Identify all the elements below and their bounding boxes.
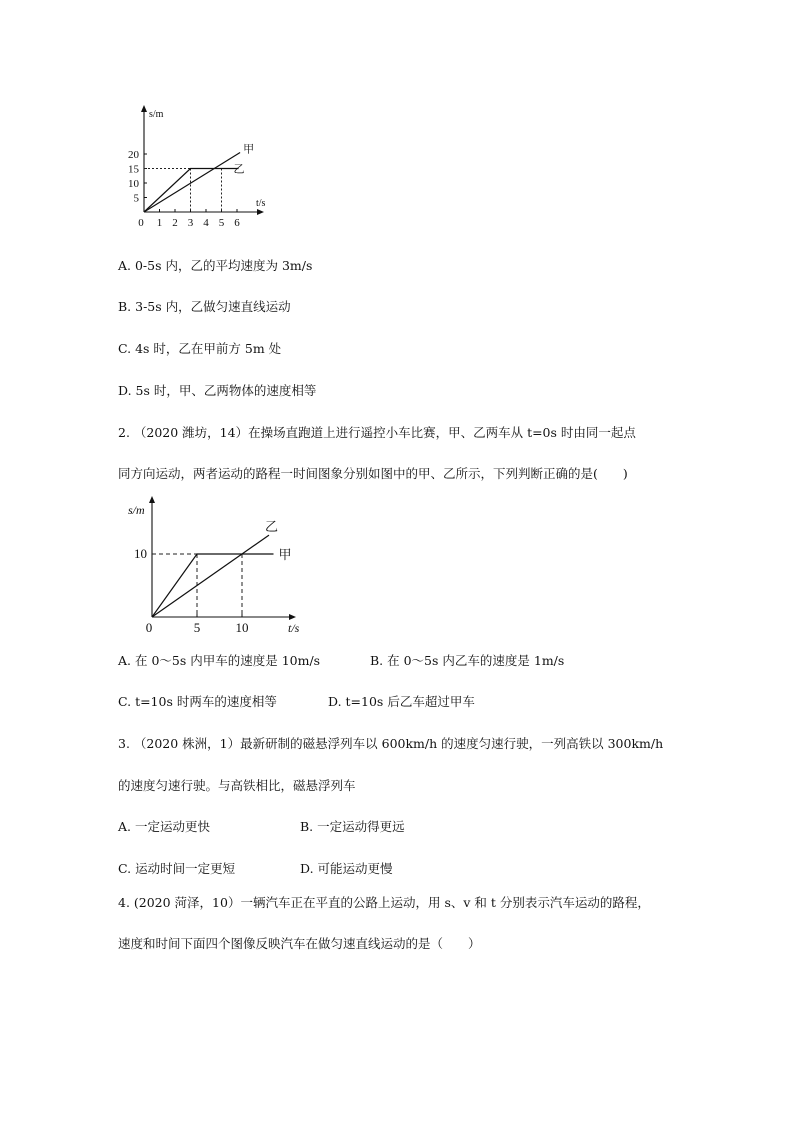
- chart1-x-tick-label: 2: [172, 217, 178, 228]
- q2-option-d[interactable]: D. t=10s 后乙车超过甲车: [328, 694, 475, 709]
- q1-option-b[interactable]: B. 3-5s 内，乙做匀速直线运动: [118, 299, 291, 314]
- chart2-x-axis-arrow: [289, 614, 296, 620]
- q2-option-b[interactable]: B. 在 0～5s 内乙车的速度是 1m/s: [370, 653, 565, 668]
- chart2-distance-time-graph: [118, 492, 303, 637]
- chart1-y-tick-label: 15: [128, 163, 139, 176]
- chart2-y-axis-label: s/m: [128, 503, 145, 517]
- chart2-x-tick-label: 5: [193, 620, 201, 635]
- chart2-series-label: 乙: [265, 519, 279, 535]
- chart1-x-axis-label: t/s: [256, 198, 266, 209]
- chart2-series-line: [152, 535, 269, 617]
- q1-option-a[interactable]: A. 0-5s 内，乙的平均速度为 3m/s: [118, 258, 313, 273]
- q2-option-a[interactable]: A. 在 0～5s 内甲车的速度是 10m/s: [118, 653, 321, 668]
- chart2-y-axis-arrow: [149, 496, 155, 503]
- q3-option-a[interactable]: A. 一定运动更快: [118, 819, 210, 834]
- chart2-x-tick-label: 10: [235, 620, 249, 635]
- q3-stem-line2: 的速度匀速行驶。与高铁相比，磁悬浮列车: [118, 778, 356, 793]
- q1-option-c[interactable]: C. 4s 时，乙在甲前方 5m 处: [118, 341, 282, 356]
- q3-option-c[interactable]: C. 运动时间一定更短: [118, 861, 236, 876]
- chart1-y-tick-label: 10: [128, 178, 139, 190]
- q2-option-c[interactable]: C. t=10s 时两车的速度相等: [118, 694, 277, 709]
- q2-stem-line2: 同方向运动，两者运动的路程一时间图象分别如图中的甲、乙所示，下列判断正确的是( ): [118, 466, 628, 481]
- chart2-x-axis-label: t/s: [288, 621, 300, 635]
- chart1-series-line: [144, 169, 239, 213]
- chart1-x-tick-label: 5: [218, 217, 225, 228]
- chart1-distance-time-graph: [120, 103, 270, 228]
- chart1-series-line: [144, 153, 240, 212]
- chart1-y-axis-arrow: [141, 105, 147, 112]
- q1-option-d[interactable]: D. 5s 时，甲、乙两物体的速度相等: [118, 383, 317, 398]
- chart2-x-tick-label: 0: [145, 620, 153, 635]
- chart1-x-tick-label: 4: [203, 217, 209, 228]
- chart1-x-tick-label: 3: [187, 217, 194, 228]
- chart2-y-tick-label: 10: [134, 546, 147, 561]
- chart1-series-label: 甲: [243, 143, 255, 156]
- q4-stem-line1: 4. (2020 菏泽，10）一辆汽车正在平直的公路上运动，用 s、v 和 t 分别表示汽车运动的路程，: [118, 895, 650, 910]
- q2-stem-line1: 2. （2020 潍坊，14）在操场直跑道上进行遥控小车比赛，甲、乙两车从 t=0s 时由同一起点: [118, 425, 636, 440]
- chart2-series-line: [152, 554, 274, 617]
- chart1-series-label: 乙: [233, 163, 245, 176]
- chart1-x-axis-arrow: [257, 209, 264, 215]
- chart1-x-tick-label: 0: [138, 217, 144, 228]
- chart1-y-axis-label: s/m: [149, 109, 164, 120]
- chart1-x-tick-label: 6: [234, 217, 240, 228]
- chart1-x-tick-label: 1: [156, 217, 163, 228]
- q3-option-d[interactable]: D. 可能运动更慢: [300, 861, 393, 876]
- q3-option-b[interactable]: B. 一定运动得更远: [300, 819, 405, 834]
- chart1-y-tick-label: 5: [133, 192, 139, 205]
- chart1-y-tick-label: 20: [128, 149, 139, 161]
- chart2-series-label: 甲: [278, 547, 292, 562]
- q3-stem-line1: 3. （2020 株洲，1）最新研制的磁悬浮列车以 600km/h 的速度匀速行驶，一列高铁以 300km/h: [118, 736, 664, 751]
- q4-stem-line2: 速度和时间下面四个图像反映汽车在做匀速直线运动的是（ ）: [118, 936, 481, 951]
